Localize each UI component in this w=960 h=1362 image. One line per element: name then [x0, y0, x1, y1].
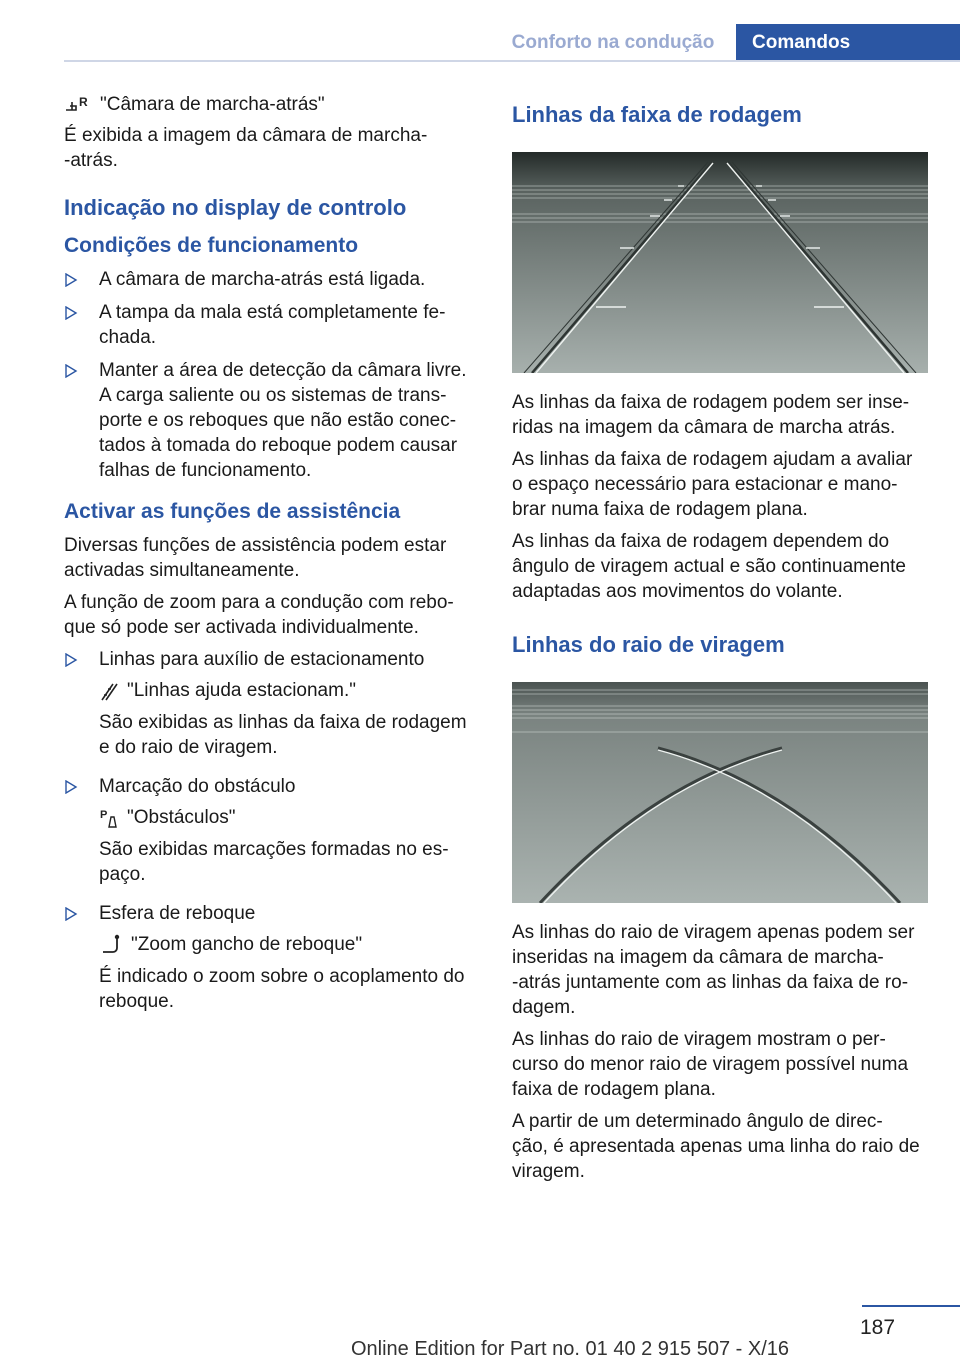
- list-item: [64, 300, 480, 350]
- radius-paragraph-1: As linhas do raio de viragem apenas podem ser inseridas na imagem da câmara de marcha- -atrás juntamente com as linhas da faixa de ro- dagem.: [512, 922, 915, 1018]
- assist-paragraph-1: Diversas funções de assistência podem estar activadas simultaneamente.: [64, 535, 447, 581]
- footer-edition-text: Online Edition for Part no. 01 40 2 915 507 - X/16: [350, 1338, 790, 1360]
- lanes-paragraph-3: As linhas da faixa de rodagem dependem do ângulo de viragem actual e são continuamente adaptadas aos movimentos do volante.: [512, 531, 906, 602]
- function-option: [99, 678, 480, 703]
- function-option-label: "Linhas ajuda estacionam.": [127, 680, 356, 701]
- obstacle-marking-icon: [99, 807, 119, 829]
- header-rule: [64, 60, 960, 62]
- right-column: [512, 100, 928, 1191]
- functions-list: [64, 647, 480, 1014]
- list-item: [64, 358, 480, 483]
- heading-radius: Linhas do raio de viragem: [512, 632, 785, 657]
- function-option-label: "Zoom gancho de reboque": [131, 934, 363, 955]
- function-option-label: "Obstáculos": [127, 807, 236, 828]
- turning-radius-camera-image: [512, 682, 928, 903]
- left-column: [64, 92, 480, 1022]
- camera-option: [64, 92, 480, 117]
- list-item: [64, 774, 480, 887]
- footer-rule: [862, 1305, 960, 1307]
- lanes-paragraph-2: As linhas da faixa de rodagem ajudam a avaliar o espaço necessário para estacionar e mano- brar numa faixa de rodagem plana.: [512, 449, 913, 520]
- tow-hitch-zoom-icon: [99, 934, 123, 956]
- list-item-text: A tampa da mala está completamente fe- chada.: [99, 302, 446, 348]
- assist-paragraph-2: A função de zoom para a condução com rebo- que só pode ser activada individualmente.: [64, 592, 454, 638]
- lanes-paragraph-1: As linhas da faixa de rodagem podem ser inse- ridas na imagem da câmara de marcha atrás.: [512, 392, 910, 438]
- function-title: Marcação do obstáculo: [99, 776, 296, 797]
- function-title: Linhas para auxílio de estacionamento: [99, 649, 425, 670]
- list-item: [64, 901, 480, 1014]
- camera-option-label: "Câmara de marcha-atrás": [100, 94, 325, 115]
- svg-text:P: P: [100, 808, 108, 821]
- heading-display: Indicação no display de controlo: [64, 195, 407, 220]
- function-description: São exibidas marcações formadas no es- paço.: [99, 839, 449, 885]
- bullet-triangle-icon: [64, 653, 78, 667]
- radius-paragraph-2: As linhas do raio de viragem mostram o per- curso do menor raio de viragem possível numa faixa de rodagem plana.: [512, 1029, 909, 1100]
- bullet-triangle-icon: [64, 364, 78, 378]
- bullet-triangle-icon: [64, 780, 78, 794]
- function-description: São exibidas as linhas da faixa de rodagem e do raio de viragem.: [99, 712, 467, 758]
- list-item: [64, 647, 480, 760]
- bullet-triangle-icon: [64, 273, 78, 287]
- bullet-triangle-icon: [64, 306, 78, 320]
- header-chapter-tab: Comandos: [736, 24, 960, 62]
- bullet-triangle-icon: [64, 907, 78, 921]
- heading-assist: Activar as funções de assistência: [64, 500, 401, 523]
- parking-lines-icon: [99, 680, 119, 702]
- function-option: [99, 932, 480, 957]
- heading-conditions: Condições de funcionamento: [64, 234, 359, 257]
- conditions-list: [64, 267, 480, 483]
- rear-camera-icon: [64, 94, 92, 116]
- function-title: Esfera de reboque: [99, 903, 256, 924]
- function-description: É indicado o zoom sobre o acoplamento do reboque.: [99, 966, 465, 1012]
- function-option: [99, 805, 480, 830]
- radius-paragraph-3: A partir de um determinado ângulo de direc- ção, é apresentada apenas uma linha do raio de viragem.: [512, 1111, 920, 1182]
- list-item-text: Manter a área de detecção da câmara livre. A carga saliente ou os sistemas de trans- porte e os reboques que não estão conec- tados à tomada do reboque podem causar falhas de funcionamento.: [99, 360, 467, 481]
- heading-lanes: Linhas da faixa de rodagem: [512, 102, 802, 127]
- header-section-title: Conforto na condução: [511, 32, 715, 53]
- footer-edition: [0, 1338, 960, 1361]
- camera-description: É exibida a imagem da câmara de marcha- -atrás.: [64, 125, 428, 171]
- list-item-text: A câmara de marcha-atrás está ligada.: [99, 269, 426, 290]
- list-item: [64, 267, 480, 292]
- lane-lines-camera-image: [512, 152, 928, 373]
- page-number: 187: [860, 1316, 896, 1339]
- svg-text:R: R: [79, 94, 88, 109]
